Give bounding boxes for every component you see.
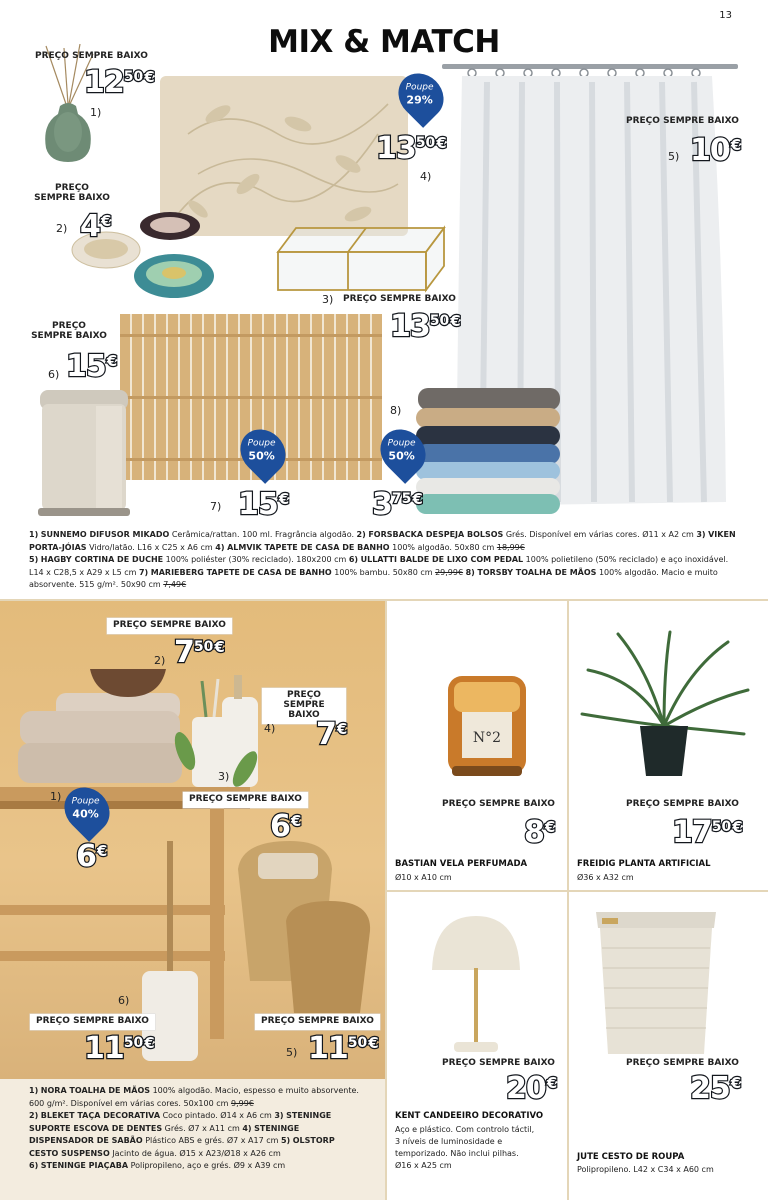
bl-p5-price: $11^{50€}$ <box>308 1031 379 1066</box>
candle-detail: Ø10 x A10 cm <box>395 873 452 882</box>
basket-name: JUTE CESTO DE ROUPA <box>577 1152 685 1162</box>
candle-image <box>442 672 532 780</box>
page-number: 13 <box>719 10 732 21</box>
p5-number: 5) <box>668 150 680 163</box>
bl-p5-price-label: PREÇO SEMPRE BAIXO <box>255 1014 380 1030</box>
bl-p2-price-label: PREÇO SEMPRE BAIXO <box>107 618 232 634</box>
bl-p4-price-label: PREÇO SEMPRE BAIXO <box>262 688 346 724</box>
bl-p2-price: $7^{50€}$ <box>174 635 225 670</box>
plant-price-label: PREÇO SEMPRE BAIXO <box>626 799 739 809</box>
lamp-detail: Aço e plástico. Com controlo táctil, 3 níveis de luminosidade e temporizado. Não inclui pilhas. Ø16 x A25 cm <box>395 1125 535 1170</box>
desc-item: 1) NORA TOALHA DE MÃOS 100% algodão. Macio, espesso e muito absorvente. 600 g/m². Disponível em várias cores. 50x100 cm 9,99€ <box>29 1086 359 1108</box>
bl-p3-price: 6€ <box>270 809 302 844</box>
bl-p1-number: 1) <box>50 790 62 803</box>
basket-price-label: PREÇO SEMPRE BAIXO <box>626 1058 739 1068</box>
candle-label-text: N°2 <box>472 730 502 746</box>
bl-p5-number: 5) <box>286 1046 298 1059</box>
jewelry-box-image <box>276 222 446 294</box>
p4-save-badge: Poupe 29% <box>389 64 453 128</box>
desc-item: 6) ULLATTI BALDE DE LIXO COM PEDAL 100% polietileno (50% reciclado) e aço inoxidável. L14 x C28,5 x A29 x L5 cm <box>29 555 729 577</box>
basket-detail: Polipropileno. L42 x C34 x A60 cm <box>577 1165 714 1174</box>
bl-p4-price: 7€ <box>316 717 348 752</box>
p6-price: 15€ <box>66 349 118 384</box>
bathroom-scene-image <box>0 601 385 1079</box>
p7-save-badge: Poupe 50% <box>231 420 295 484</box>
desc-item: 8) TORSBY TOALHA DE MÃOS 100% algodão. Macio e muito absorvente. 515 g/m². 50x90 cm 7,49€ <box>29 567 718 589</box>
pedal-bin-image <box>36 384 132 520</box>
p3-price: $13^{50€}$ <box>390 309 461 344</box>
p1-price: $12^{50€}$ <box>84 65 155 100</box>
p3-price-label: PREÇO SEMPRE BAIXO <box>343 294 456 304</box>
diffuser-image <box>38 44 98 166</box>
desc-item: 7) MARIEBERG TAPETE DE CASA DE BANHO 100% bambu. 50x80 cm 29,99€ <box>138 567 464 577</box>
lamp-name: KENT CANDEEIRO DECORATIVO <box>395 1111 544 1121</box>
p3-number: 3) <box>322 293 334 306</box>
candle-price: 8€ <box>524 815 556 850</box>
p2-price: 4€ <box>80 209 112 244</box>
bl-p1-save-badge: Poupe 40% <box>55 778 119 842</box>
desc-item: 2) FORSBACKA DESPEJA BOLSOS Grés. Disponível em várias cores. Ø11 x A2 cm <box>356 530 694 539</box>
bl-p4-number: 4) <box>264 722 276 735</box>
bl-p3-price-label: PREÇO SEMPRE BAIXO <box>183 792 308 808</box>
desc-item: 6) STENINGE PIAÇABA Polipropileno, aço e grés. Ø9 x A39 cm <box>29 1161 286 1170</box>
p5-price: 10€ <box>690 133 742 168</box>
plant-image <box>578 630 750 780</box>
desc-item: 2) BLEKET TAÇA DECORATIVA Coco pintado. Ø14 x A6 cm <box>29 1111 272 1120</box>
page-title: MIX & MATCH <box>268 24 500 60</box>
p4-number: 4) <box>420 170 432 183</box>
plant-name: FREIDIG PLANTA ARTIFICIAL <box>577 859 711 869</box>
plant-detail: Ø36 x A32 cm <box>577 873 634 882</box>
desc-item: 1) SUNNEMO DIFUSOR MIKADO Cerâmica/rattan. 100 ml. Fragrância algodão. <box>29 530 354 539</box>
tile-divider-horizontal <box>387 890 768 892</box>
candle-name: BASTIAN VELA PERFUMADA <box>395 859 528 869</box>
desc-item: 4) ALMVIK TAPETE DE CASA DE BANHO 100% algodão. 50x80 cm 18,99€ <box>215 542 525 552</box>
tile-divider-vertical-2 <box>567 601 569 1200</box>
bl-p2-number: 2) <box>154 654 166 667</box>
desc-item: 3) VIKEN PORTA-JÓIAS Vidro/latão. L16 x C25 x A6 cm <box>29 530 736 552</box>
p8-number: 8) <box>390 404 402 417</box>
desc-item: 4) STENINGE DISPENSADOR DE SABÃO Plástico ABS e grés. Ø7 x A17 cm <box>29 1123 300 1145</box>
p2-number: 2) <box>56 222 68 235</box>
p7-number: 7) <box>210 500 222 513</box>
p8-price: $3^{75€}$ <box>372 487 423 522</box>
plant-price: $17^{50€}$ <box>672 815 743 850</box>
p1-price-label: PREÇO SEMPRE BAIXO <box>35 51 148 61</box>
p4-price: $13^{50€}$ <box>376 131 447 166</box>
laundry-basket-image <box>592 908 720 1058</box>
bl-p6-price-label: PREÇO SEMPRE BAIXO <box>30 1014 155 1030</box>
bl-p6-number: 6) <box>118 994 130 1007</box>
basket-price: 25€ <box>690 1071 742 1106</box>
bottom-left-descriptions <box>29 1085 359 1173</box>
bl-p3-number: 3) <box>218 770 230 783</box>
p2-price-label: PREÇO SEMPRE BAIXO <box>34 183 110 203</box>
p6-price-label: PREÇO SEMPRE BAIXO <box>31 321 107 341</box>
p7-price: 15€ <box>238 487 290 522</box>
p6-number: 6) <box>48 368 60 381</box>
towels-stack-image <box>414 384 564 516</box>
top-product-descriptions <box>29 529 739 592</box>
tile-divider-vertical-1 <box>385 601 387 1200</box>
bl-p6-price: $11^{50€}$ <box>84 1031 155 1066</box>
candle-price-label: PREÇO SEMPRE BAIXO <box>442 799 555 809</box>
desc-item: 5) OLSTORP CESTO SUSPENSO Jacinto de água. Ø15 x A23/Ø18 x A26 cm <box>29 1136 335 1158</box>
lamp-price: 20€ <box>506 1071 558 1106</box>
p1-number: 1) <box>90 106 102 119</box>
p5-price-label: PREÇO SEMPRE BAIXO <box>626 116 739 126</box>
lamp-image <box>428 912 524 1058</box>
desc-item: 3) STENINGE SUPORTE ESCOVA DE DENTES Grés. Ø7 x A11 cm <box>29 1111 332 1133</box>
lamp-price-label: PREÇO SEMPRE BAIXO <box>442 1058 555 1068</box>
bl-p1-price: 6€ <box>76 839 108 874</box>
p8-save-badge: Poupe 50% <box>371 420 435 484</box>
desc-item: 5) HAGBY CORTINA DE DUCHE 100% poliéster (30% reciclado). 180x200 cm <box>29 555 347 564</box>
